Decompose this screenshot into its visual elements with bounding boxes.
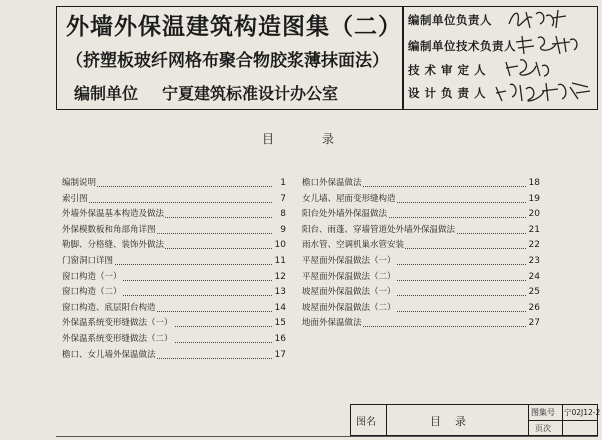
toc-entry	[62, 224, 286, 240]
toc-entry-label: 坡屋面外保温做法（二）	[302, 302, 396, 313]
toc-entry	[62, 193, 286, 209]
toc-entry-page: 8	[280, 209, 286, 220]
toc-entry-label: 外保温系统变形缝做法（一）	[62, 318, 173, 329]
toc-entry-label: 平屋面外保温做法（一）	[302, 255, 396, 266]
toc-entry-label: 外墙外保温基本构造及做法	[62, 209, 165, 220]
toc-entry-page: 14	[274, 302, 286, 313]
toc-entry-page: 10	[274, 240, 286, 251]
toc-entry-label: 平屋面外保温做法（二）	[302, 271, 396, 282]
toc-entry-page: 12	[274, 271, 286, 282]
toc-entry-label: 门窗洞口详图	[62, 255, 114, 266]
toc-entry-label: 索引图	[62, 193, 88, 204]
atlas-subtitle: （挤塑板玻纤网格布聚合物胶浆薄抹面法）	[66, 51, 389, 71]
toc-entry-page: 25	[528, 287, 540, 298]
toc-entry-page: 15	[274, 318, 286, 329]
title-block-divider	[528, 420, 598, 421]
toc-entry	[62, 317, 286, 333]
toc-entry-label: 女儿墙、屋面变形缝构造	[302, 193, 396, 204]
atlas-number: 宁02J12-2	[564, 408, 601, 417]
frame-bottom-line	[56, 436, 598, 437]
handwritten-signature	[512, 32, 586, 58]
drawing-name-label: 图名	[356, 417, 376, 428]
toc-entry	[62, 255, 286, 271]
toc-entry-page: 1	[280, 178, 286, 188]
toc-column-right	[302, 177, 540, 333]
signature-label: 编制单位负责人	[408, 13, 492, 27]
toc-entry-label: 坡屋面外保温做法（一）	[302, 287, 396, 298]
atlas-title: 外墙外保温建筑构造图集（二）	[66, 14, 402, 40]
toc-entry-page: 9	[280, 224, 286, 235]
toc-entry	[302, 208, 540, 224]
title-block-divider	[386, 404, 387, 436]
toc-entry-page: 26	[528, 302, 540, 313]
toc-entry	[302, 271, 540, 287]
toc-entry-label: 檐口外保温做法	[302, 178, 362, 188]
toc-entry-page: 23	[528, 255, 540, 266]
toc-entry	[302, 317, 540, 333]
toc-entry-page: 11	[274, 255, 286, 266]
signature-row-4	[408, 83, 596, 103]
toc-entry-label: 勒脚、分格缝、装饰外做法	[62, 240, 165, 251]
toc-entry-page: 16	[274, 333, 286, 344]
toc-entry-label: 窗口构造（二）	[62, 287, 122, 298]
toc-entry-page: 19	[528, 193, 540, 204]
toc-entry-page: 13	[274, 287, 286, 298]
toc-entry-label: 窗口构造、底层阳台构造	[62, 302, 156, 313]
handwritten-signature	[506, 6, 586, 32]
toc-entry-page: 18	[528, 178, 540, 188]
toc-entry	[62, 286, 286, 302]
signature-label: 设 计 负 责 人	[408, 86, 487, 100]
signature-row-2	[408, 36, 596, 56]
toc-entry	[62, 239, 286, 255]
toc-title-char: 录	[322, 132, 335, 146]
toc-entry-page: 24	[528, 271, 540, 282]
toc-entry-label: 外保模数板和角部角详图	[62, 224, 156, 235]
toc-entry-page: 27	[528, 318, 540, 329]
toc-entry	[62, 349, 286, 365]
toc-entry	[62, 208, 286, 224]
toc-entry-page: 17	[274, 349, 286, 360]
toc-entry-page: 21	[528, 224, 540, 235]
header-divider	[402, 6, 404, 110]
toc-entry	[62, 271, 286, 287]
toc-column-left	[62, 177, 286, 364]
toc-title-char: 目	[262, 132, 275, 146]
signature-label: 编制单位技术负责人	[408, 39, 516, 53]
toc-entry-page: 20	[528, 209, 540, 220]
org-name: 宁夏建筑标准设计办公室	[162, 84, 339, 103]
toc-entry-label: 檐口、女儿墙外保温做法	[62, 349, 156, 360]
toc-entry	[302, 177, 540, 193]
page-number-label: 页次	[535, 424, 551, 433]
toc-entry-label: 编制说明	[62, 178, 97, 188]
toc-entry	[302, 224, 540, 240]
toc-entry	[302, 239, 540, 255]
toc-entry	[302, 286, 540, 302]
toc-entry-label: 雨水管、空调机巢水管安装	[302, 240, 405, 251]
toc-entry	[62, 177, 286, 193]
toc-entry-label: 窗口构造（一）	[62, 271, 122, 282]
signature-row-1	[408, 10, 596, 30]
org-label: 编制单位	[74, 84, 139, 103]
toc-entry	[62, 302, 286, 318]
toc-entry-label: 阳台、雨蓬、穿墙管道处外墙外保温做法	[302, 224, 456, 235]
toc-entry	[302, 193, 540, 209]
leader-dots	[62, 202, 272, 203]
toc-entry	[302, 255, 540, 271]
signature-row-3	[408, 60, 596, 80]
toc-entry-label: 地面外保温做法	[302, 318, 362, 329]
atlas-number-label: 图集号	[531, 408, 555, 417]
signature-label: 技 术 审 定 人	[408, 63, 487, 77]
toc-entry-label: 外保温系统变形缝做法（二）	[62, 333, 173, 344]
toc-entry	[302, 302, 540, 318]
toc-entry-label: 阳台处外墙外保温做法	[302, 209, 388, 220]
drawing-name: 目 录	[430, 415, 466, 428]
handwritten-signature	[492, 79, 596, 105]
toc-entry-page: 7	[280, 193, 286, 204]
toc-entry-page: 22	[528, 240, 540, 251]
toc-entry	[62, 333, 286, 349]
